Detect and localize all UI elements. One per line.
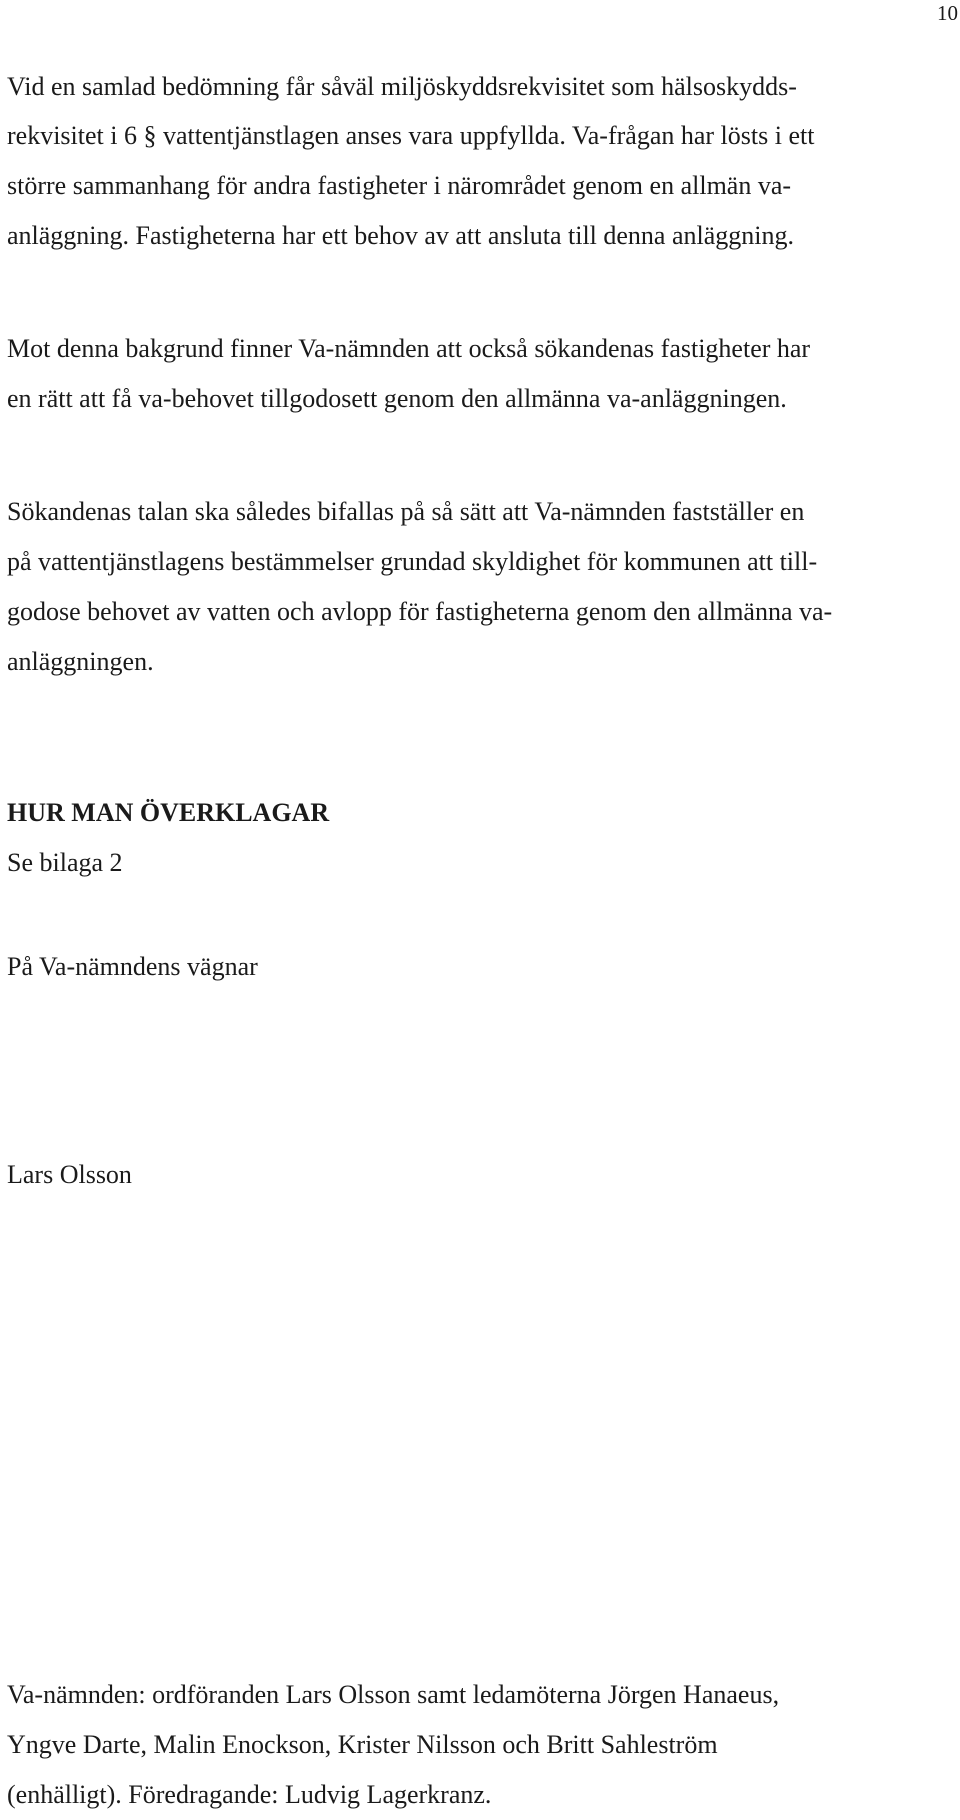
paragraph-line: Mot denna bakgrund finner Va-nämnden att också sökandenas fastigheter har (7, 334, 811, 363)
paragraph-line: anläggning. Fastigheterna har ett behov av att ansluta till denna anläggning. (7, 221, 794, 250)
paragraph-line: anläggningen. (7, 647, 154, 676)
paragraph-line: Vid en samlad bedömning får såväl miljöskyddsrekvisitet som hälsoskydds- (7, 72, 797, 101)
paragraph-line: en rätt att få va-behovet tillgodosett genom den allmänna va-anläggningen. (7, 384, 787, 413)
appeal-heading: HUR MAN ÖVERKLAGAR (7, 798, 330, 827)
paragraph-line: större sammanhang för andra fastigheter i närområdet genom en allmän va- (7, 171, 792, 200)
footer-line: Va-nämnden: ordföranden Lars Olsson samt ledamöterna Jörgen Hanaeus, (7, 1680, 780, 1709)
paragraph-line: Sökandenas talan ska således bifallas på så sätt att Va-nämnden fastställer en (7, 497, 805, 526)
paragraph-line: på vattentjänstlagens bestämmelser grundad skyldighet för kommunen att till- (7, 547, 818, 576)
signatory-name: Lars Olsson (7, 1160, 132, 1189)
appeal-text: Se bilaga 2 (7, 848, 123, 877)
paragraph-line: godose behovet av vatten och avlopp för fastigheterna genom den allmänna va- (7, 597, 833, 626)
footer-line: (enhälligt). Föredragande: Ludvig Lagerkranz. (7, 1780, 492, 1809)
paragraph-line: rekvisitet i 6 § vattentjänstlagen anses vara uppfyllda. Va-frågan har lösts i ett (7, 121, 815, 150)
footer-line: Yngve Darte, Malin Enockson, Krister Nilsson och Britt Sahleström (7, 1730, 718, 1759)
on-behalf-line: På Va-nämndens vägnar (7, 952, 258, 981)
page-number: 10 (937, 1, 958, 25)
